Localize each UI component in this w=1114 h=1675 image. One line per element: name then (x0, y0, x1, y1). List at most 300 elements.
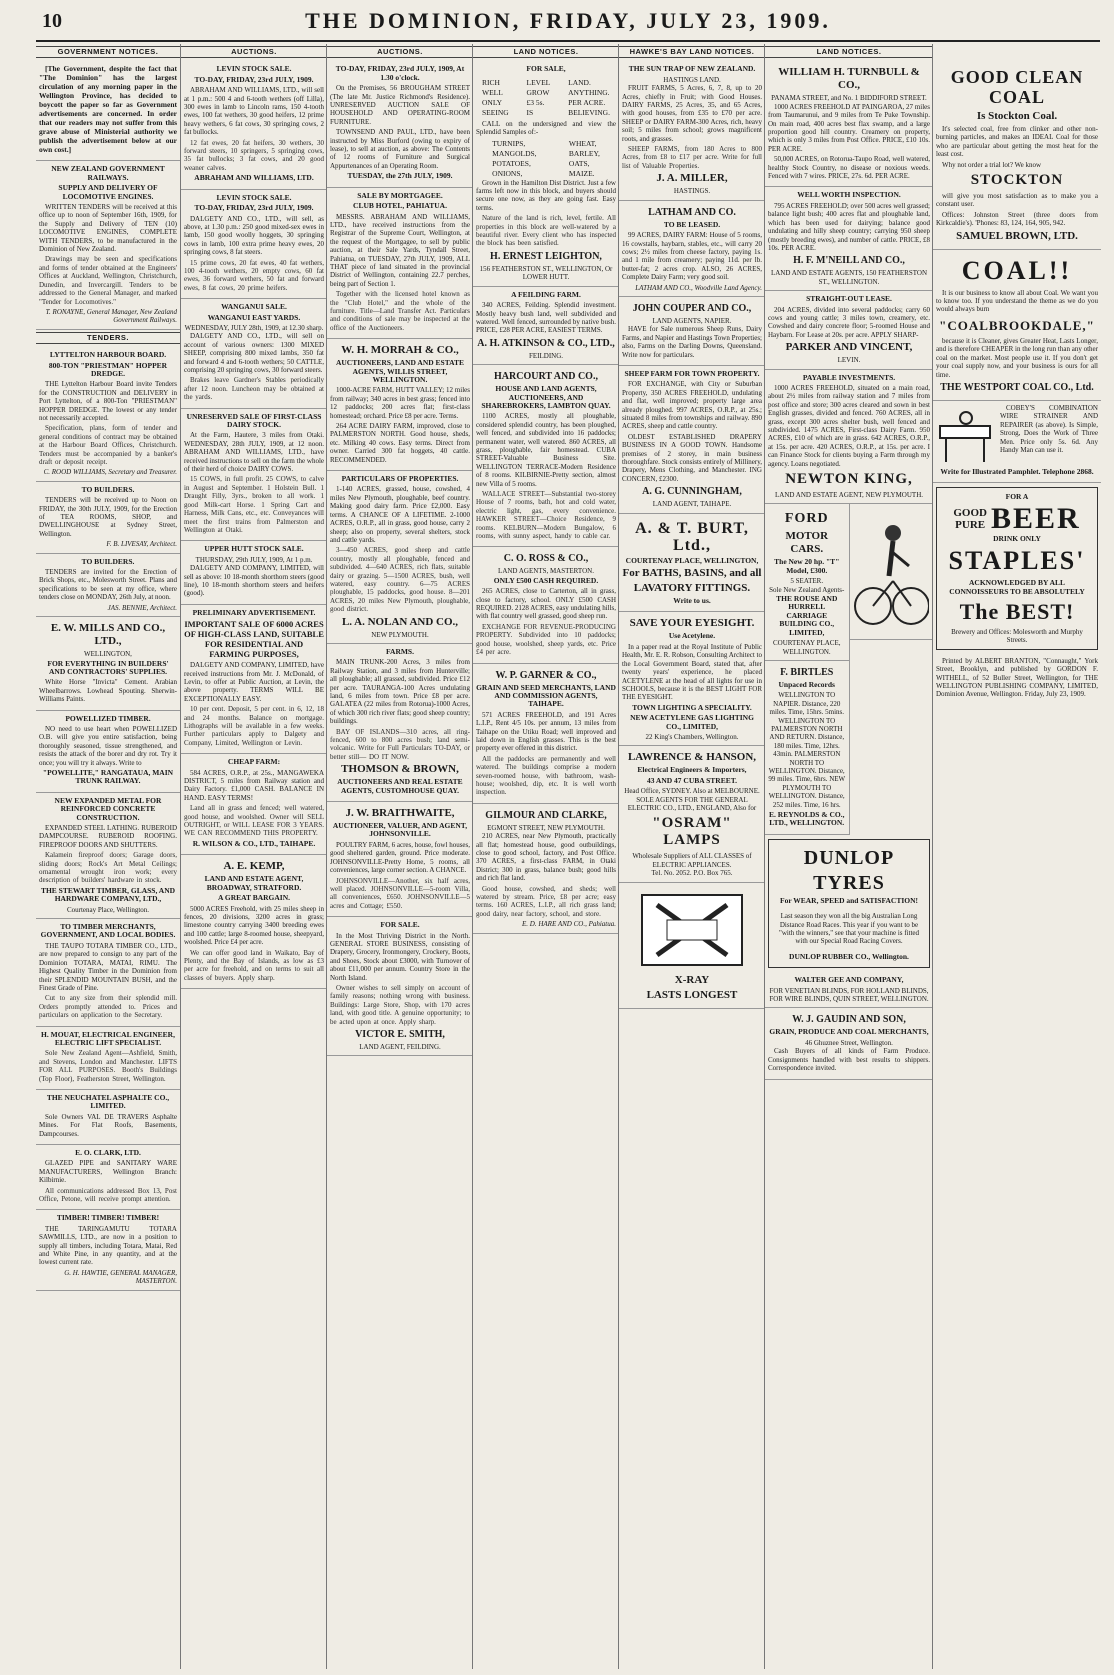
ad-company-name: A. H. ATKINSON & CO., LTD., (477, 337, 615, 349)
grid-word: BARLEY, (568, 148, 600, 158)
grid-column (492, 139, 536, 179)
coal-body: will give you most satisfaction as to make you a constant user. (936, 192, 1098, 209)
dunlop-ad (768, 839, 930, 968)
ad-subheading: WELLINGTON, (84, 650, 132, 659)
ad-body: 1000 ACRES FREEHOLD, situated on a main road, about 2½ miles from railway station and 7 miles from post office and store; 300 acres cleared and sown in best English grasses, divided and fenced. 760 ACRES, all in grass, except 300 acres shelter bush, well fenced and subdivided. 1475 ACRES, First-class Dairy Farm. 950 ACRES, £10 of which are in grass. 642 ACRES, O.R.P., at 15s. per acre. 420 ACRES, O.R.P., at 15s. per acre. I can Finance Stock for clients buying a Farm through my agency. Loans negotiated. (768, 383, 930, 468)
ad-date: TO-DAY, FRIDAY, 23rd JULY, 1909. (194, 74, 314, 84)
builders-tender-ad (36, 554, 180, 617)
ford-heading: FORD (784, 511, 829, 527)
ad-body: TENDERS will be received up to Noon on FRIDAY, the 30th JULY, 1909, for the Erection of TEA ROOMS, SHOP, and DWELLINGHOUSE at Sydney Street, Wellington. (39, 496, 177, 538)
ad-body: HAVE for Sale numerous Sheep Runs, Dairy Farms, and Napier and Hastings Town Properties; also, Farms on the Darling Downs, Queensland. Write now for particulars. (622, 325, 762, 359)
grid-word: LAND. (568, 77, 591, 87)
page-header (36, 6, 1100, 42)
ad-address: LAND AGENT, TAIHAPE. (652, 500, 732, 509)
ad-filler: Cut to any size from their splendid mill. Orders promptly attended to. Prices and particulars on application to the Secretary. (39, 994, 177, 1020)
ad-filler: 15 prime cows, 20 fat ewes, 40 fat wethers, 100 4-tooth wethers, 20 empty cows, 60 fat ewes, 36 forward wethers, 50 fat and forward ewes, 8 fat cows, 20 prime heifers. (184, 258, 324, 292)
ad-body: In the Most Thriving District in the North. GENERAL STORE BUSINESS, consisting of Drapery, Grocery, Ironmongery, Crockery, Boots, and Shoes, Stock about £3000, with Turnover of about £11,000 per annum. Country Store in the North Island. (330, 931, 470, 982)
sub-column-right (849, 504, 934, 834)
ad-address: LAND AND ESTATE AGENT, NEW PLYMOUTH. (775, 491, 923, 500)
ad-company-name: NEWTON KING, (785, 471, 913, 488)
xray-ad (619, 883, 765, 1009)
sub-column-left (765, 504, 849, 834)
ad-address: HASTINGS. (673, 187, 711, 196)
ad-subheading: Electrical Engineers & Importers, (637, 765, 747, 775)
section-header: HAWKE'S BAY LAND NOTICES. (619, 46, 765, 58)
ad-body: THE Lyttelton Harbour Board invite Tenders for the CONSTRUCTION and DELIVERY in Port Lyttelton, of a 800-Ton "PRIESTMAN" HOPPER DREDGE. The lowest or any tender not necessarily accepted. (39, 380, 177, 422)
ad-body: MESSRS. ABRAHAM AND WILLIAMS, LTD., have received instructions from the Registrar of the Supreme Court, Wellington, at the request of the Mortgagee, to sell by public auction, at their Sale Yards, Tyndall Street, Pahiatua, on TUESDAY, 27th JULY, 1909, ALL THAT piece of land situated in the provincial District of Wellington, containing 22.7 perches, being part of Section 1. (330, 212, 470, 288)
levin-stock-sale-ad (181, 190, 327, 299)
ad-heading: UNRESERVED SALE OF FIRST-CLASS DAIRY STOCK. (186, 411, 322, 430)
ad-tagline: LASTS LONGEST (646, 988, 738, 1001)
sheep-farm-ad (619, 366, 765, 514)
ad-address: LAND AGENT, FEILDING. (359, 1043, 441, 1051)
section-header: LAND NOTICES. (765, 46, 933, 58)
ad-filler: Drawings may be seen and specifications and forms of tender obtained at the Engineers' Offices at Auckland, Wellington, Christchurch, Dunedin, and Invercargill. Tenders to be addressed to the General Manager, and marked "Tender for Locomotives." (39, 255, 177, 306)
page-number: 10 (42, 10, 62, 32)
boycott-note: [The Government, despite the fact that "The Dominion" has the largest circulation of any morning paper in the Wellington Province, has decided to boycott the paper so far as Government advertisements are concerned. In order that our readers may not suffer from this grave abuse of Ministerial authority we publish the advertisement below at our own cost.] (39, 64, 177, 155)
ad-heading: THE SUN TRAP OF NEW ZEALAND. (628, 64, 756, 74)
column-auctions-2 (326, 44, 473, 1669)
staples-heading: STAPLES' (948, 546, 1086, 576)
beer-adjectives (953, 507, 987, 531)
ad-address: Courtenay Place, Wellington. (66, 905, 150, 914)
ad-subheading: AUCTIONEERS, LAND AND ESTATE AGENTS, WILLIS STREET, WELLINGTON. (335, 358, 465, 384)
ad-heading: TO BUILDERS. (81, 484, 135, 494)
lawrence-ad (619, 746, 765, 882)
ad-body: On the Premises, 56 BROUGHAM STREET (The late Mr. Justice Richmond's Residence). UNRESERVED AUCTION SALE OF HOUSEHOLD AND OPERATING-ROOM FURNITURE. (330, 84, 470, 126)
ad-heading: CHEAP FARM: (227, 757, 281, 767)
grid-word: SEEING (482, 107, 509, 117)
ad-subheading: GRAIN, PRODUCE AND COAL MERCHANTS, (769, 1027, 929, 1037)
grid-word: IS (526, 107, 534, 117)
grid-column (569, 139, 600, 179)
beer-pure-word: PURE (955, 518, 986, 531)
dunlop-tagline: For WEAR, SPEED and SATISFACTION! (779, 895, 918, 905)
ad-body: White Horse "Invicta" Cement. Arabian Wheelbarrows. Lowhead Spouting. Sherwin-Williams Paints. (39, 678, 177, 704)
ad-signature: LATHAM AND CO., Woodville Land Agency. (635, 283, 762, 292)
ad-body: 210 ACRES, near New Plymouth, practically all flat; homestead house, good outbuildings, close to good school, factory, and Post Office. 370 ACRES, a first-class FARM, in Otaki District; 300 in grass, balance bush; good hills and rich flat land. (476, 832, 616, 883)
ad-heading: LEVIN STOCK SALE. (216, 64, 292, 74)
expanded-metal-ad (36, 793, 180, 919)
ad-heading: FOR SALE. (380, 920, 420, 930)
ad-body: POULTRY FARM, 6 acres, house, fowl houses, good sheltered garden, ground. Price moderate. JOHNSONVILLE-Pretty Home, 5 rooms, all conveniences, large corner section. A CHANCE. (330, 840, 470, 875)
brewery-address: Brewery and Offices: Molesworth and Murphy Streets. (951, 627, 1083, 645)
xray-label: X-RAY (674, 973, 710, 986)
coal-big-heading: COAL!! (961, 255, 1073, 285)
ad-heading: A FEILDING FARM. (511, 289, 581, 299)
powellized-timber-ad (36, 711, 180, 793)
ford-dealer: THE ROUSE AND HURRELL CARRIAGE BUILDING CO., LIMITED, (776, 594, 838, 637)
dairy-stock-sale-ad (181, 409, 327, 542)
ad-tagline: For BATHS, BASINS, and all (622, 567, 762, 580)
ad-body: ABRAHAM AND WILLIAMS, LTD., will sell at 1 p.m.: 500 4 and 6-tooth wethers (off Lilla), 300 ewes in lamb to Lincoln rams, 150 4-tooth ewes, 100 fat wethers, 30 good heifers, 12 prime heavy wethers, 6 fat cows, 30 springing cows, 2 fat bullocks. (184, 86, 324, 137)
ad-big-heading: IMPORTANT SALE OF 6000 ACRES OF HIGH-CLASS LAND, SUITABLE FOR RESIDENTIAL AND FARMING PURPOSES, (184, 619, 324, 660)
ad-tagline: ONLY £500 CASH REQUIRED. (493, 575, 599, 585)
grid-word: TURNIPS, (492, 138, 526, 148)
morrah-ad (327, 339, 473, 471)
ad-body: TENDERS are invited for the Erection of Brick Shops, etc., Molesworth Street. Plans and specifications to be seen at my office, where tenders close on MONDAY, 26th July, at noon. (39, 568, 177, 602)
section-header: AUCTIONS. (181, 46, 327, 58)
coalbrookdale-ad (933, 250, 1101, 401)
farms-ad (327, 644, 473, 802)
ad-company-name: NEW ACETYLENE GAS LIGHTING CO., LIMITED, (630, 713, 754, 731)
ad-body: DALGETY AND CO., LTD., will sell, as above, at 1.30 p.m.: 250 good mixed-sex ewes in lamb, 150 good woolly hoggets, 30 springing cows in lamb, 100 extra prime heavy ewes, 20 springing cows, 8 fat steers. (184, 214, 324, 257)
ad-agents: SOLE AGENTS FOR THE GENERAL ELECTRIC CO., LTD., ENGLAND, Also for (627, 795, 757, 812)
wire-strainer-icon (936, 406, 996, 466)
ad-company-name: WALTER GEE AND COMPANY, (794, 975, 904, 985)
ford-subheading: MOTOR CARS. (785, 530, 829, 556)
ad-body: CALL on the undersigned and view the Splendid Samples of:- (476, 119, 616, 137)
ad-tagline: FOR EVERYTHING IN BUILDERS' AND CONTRACTORS' SUPPLIES. (47, 658, 169, 676)
column-auctions-1 (180, 44, 327, 1669)
ad-subheading: LAND AGENTS, MASTERTON. (498, 567, 594, 576)
mouat-ad (36, 1027, 180, 1090)
ad-company-name: THE STEWART TIMBER, GLASS, AND HARDWARE COMPANY, LTD., (40, 885, 176, 904)
ad-address: LEVIN. (837, 356, 861, 365)
ad-company-name: H. MOUAT, ELECTRICAL ENGINEER, ELECTRIC LIFT SPECIALIST. (41, 1029, 175, 1047)
column-land-notices-2 (764, 44, 933, 1669)
ad-heading: TO TIMBER MERCHANTS, GOVERNMENT, AND LOCAL BODIES. (40, 922, 176, 940)
wanganui-sale-ad (181, 299, 327, 408)
grid-word: RICH (482, 77, 500, 87)
ad-subheading: LAND AND ESTATE AGENT, BROADWAY, STRATFORD. (204, 874, 304, 892)
ad-company-name: W. J. GAUDIN AND SON, (792, 1014, 906, 1026)
birtles-agents: E. REYNOLDS & CO., LTD., WELLINGTON. (769, 810, 845, 828)
lyttelton-tender-ad (36, 347, 180, 482)
grid-column (482, 78, 509, 118)
ad-subheading: CLUB HOTEL, PAHIATUA. (353, 201, 447, 211)
ad-body: THE TAUPO TOTARA TIMBER CO., LTD., are now prepared to consign to any part of the Dominion TOTARA, MATAI, RIMU. The Highest Quality Timber in the Dominion from their SPLENDID MOUNTAIN BUSH, and the Finest Grade of Pine. (39, 941, 177, 992)
inspection-ad (765, 187, 933, 291)
ad-company-name: THE NEUCHATEL ASPHALTE CO., LIMITED. (46, 1092, 170, 1111)
ford-agents-label: Sole New Zealand Agents- (769, 585, 845, 594)
ad-address: FOR VENETIAN BLINDS, FOR HOLLAND BLINDS, FOR WIRE BLINDS, QUIN STREET, WELLINGTON. (769, 986, 929, 1004)
grid-word: MAIZE. (568, 168, 595, 178)
cheap-farm-ad (181, 754, 327, 855)
beer-good-word: GOOD (953, 506, 987, 519)
ad-body: Sole Owners VAL DE TRAVERS Asphalte Mines. For Flat Roofs, Basements, Dampcourses. (39, 1112, 177, 1138)
dunlop-heading: DUNLOP (803, 846, 895, 869)
ad-signature: T. RONAYNE, General Manager, New Zealand Government Railways. (45, 307, 177, 325)
printer-imprint (933, 654, 1101, 705)
ford-address: COURTENAY PLACE, WELLINGTON. (772, 639, 841, 656)
coal-subheading: Is Stockton Coal. (976, 110, 1058, 122)
ad-signature: JAS. BENNIE, Architect. (107, 603, 177, 612)
ad-company-name: J. A. MILLER, (656, 172, 728, 185)
stockton-coal-ad (933, 44, 1101, 250)
ad-heading: PARTICULARS OF PROPERTIES. (341, 474, 459, 484)
ad-heading: NEW ZEALAND GOVERNMENT RAILWAYS. (51, 164, 165, 182)
column-hawkes-bay (618, 44, 765, 1669)
ad-body: 1-140 ACRES, grassed, house, cowshed, 4 miles New Plymouth, ploughable, beef country. Making good dairy farm. Price £2,000. Easy terms. A CHANCE OF A LIFETIME. 2-1000 ACRES, O.R.P., all in grass, good house, carry 2 sheep; also on property, several shelters, stock and cattle yards. (330, 485, 470, 544)
ad-address: NEW PLYMOUTH. (371, 630, 429, 639)
ad-body: At the Farm, Hautere, 3 miles from Otaki. WEDNESDAY, 28th JULY, 1909, at 12 noon. ABRAHAM AND WILLIAMS, LTD., have received instructions to sell on the farm the whole of their herd of choice DAIRY COWS. (184, 431, 324, 474)
coal-office: Offices: Johnston Street (three doors from Kirkcaldie's). 'Phones: 83, 124, 164, 905, 942. (936, 210, 1098, 228)
ad-filler: SHEEP FARMS, from 180 Acres to 800 Acres, from £8 to £17 per acre. Write for full list of Valuable Properties. (622, 145, 762, 170)
ad-company-name: THOMSON & BROWN, (341, 763, 459, 776)
ad-filler: 3—450 ACRES, good sheep and cattle country, mostly all ploughable, fenced and subdivided. 4—640 ACRES, rich flats, suitable dairy or grazing. 5—1500 ACRES, bush, well watered, easy country. 6—75 ACRES ploughable, 15 paddocks, good house. 8—201 ACRES, 20 miles New Plymouth, ploughable, good district. (330, 546, 470, 614)
ad-company-name: W. P. GARNER & CO., (495, 669, 597, 681)
ad-signature: E. D. HARE AND CO., Pahiatua. (522, 920, 616, 929)
ad-address: FEILDING. (528, 351, 564, 360)
birtles-ad (765, 661, 849, 835)
coalbrookdale-heading: "COALBROOKDALE," (939, 317, 1095, 333)
ad-tagline: TOWN LIGHTING A SPECIALITY. (632, 702, 752, 712)
ad-body: In a paper read at the Royal Institute of Public Health, Mr. E. R. Robson, Consulting Architect to the Local Government Board, stated that, after twenty years' experience, he placed ACETYLENE at the head of all lights for use in SCHOOLS, because it is the BEST LIGHT FOR THE EYESIGHT. (622, 642, 762, 702)
gaudin-ad (765, 1008, 933, 1079)
ad-heading: TO BUILDERS. (81, 556, 135, 566)
crops-grid (476, 139, 616, 179)
for-sale-grid (476, 76, 616, 120)
ad-subheading: HASTINGS LAND. (663, 75, 721, 84)
ross-ad (473, 547, 619, 663)
burt-ad (619, 514, 765, 613)
ad-heading: FARMS. (386, 646, 414, 656)
staples-beer-ad (936, 487, 1098, 649)
ad-body: DALGETY AND COMPANY, LIMITED, will sell as above: 10 18-month shorthorn steers (good line), 10 18-month shorthorn steers and heifers (good). (184, 564, 324, 598)
railways-tender-ad (36, 161, 180, 329)
grid-word: MANGOLDS, (492, 148, 537, 158)
coal-body: It's selected coal, free from clinker and other non-burning particles, and makes an IDEAL Coal for those who are particular about getting the most heat for the least cost. (936, 125, 1098, 159)
ad-tagline: LAVATORY FITTINGS. (633, 582, 751, 595)
ad-filler: Land all in grass and fenced; well watered, good house, and woolshed. Owner will SELL OUTRIGHT, or WILL LEASE FOR 3 YEARS. WE CAN RECOMMEND THIS PROPERTY. (184, 804, 324, 838)
cyclist-illustration (850, 504, 934, 640)
ad-filler: 15 COWS, in full profit. 25 COWS, to calve in August and September. 1 Holstein Bull. 1 Draught Filly, 3yrs., broken to all work. 1 good Milk-cart Horse. 1 Spring Cart and Harness, Milk Cans, etc., etc. Conveyances will meet the first trains from Palmerston and Wellington at Otaki. (184, 475, 324, 534)
ad-heading: PAYABLE INVESTMENTS. (802, 372, 896, 382)
ad-body: 1100 ACRES, mostly all ploughable, considered splendid country, has been ploughed, well fenced, and subdivided into 16 paddocks; permanent water, well watered. 860 ACRES, all grass, ploughable, fair homestead. CUBA STREET-Valuable Business Site. WELLINGTON TERRACE-Modern Residence of 8 rooms. KILBIRNIE-Pretty section, almost new Villa of 5 rooms. (476, 412, 616, 488)
section-header: LAND NOTICES. (473, 46, 619, 58)
ad-office: Head Office, SYDNEY. Also at MELBOURNE. (624, 787, 760, 796)
ad-body: 265 ACRES, close to Carterton, all in grass, close to factory, school. ONLY £500 CASH REQUIRED. 2128 ACRES, easy undulating hills, with flat country well grassed, good sheep run. (476, 587, 616, 621)
ad-address: 22 King's Chambers, Wellington. (645, 732, 739, 741)
ad-heading: TIMBER! TIMBER! TIMBER! (56, 1213, 160, 1223)
ad-body: NO need to use heart when POWELLIZED O.B. will give you entire satisfaction, being thoroughly seasoned, tissue strengthened, and resists the attack of the borer and dry rot. Try it once; you will try it always. Write to (39, 724, 177, 767)
grid-word: BELIEVING. (568, 107, 610, 117)
ford-model: The New 20 hp. "T" Model, £300. (774, 557, 840, 575)
ad-body: FOR EXCHANGE, with City or Suburban Property, 350 ACRES FREEHOLD, undulating and flat, well improved; property large area already ploughed. 997 ACRES, O.R.P., at 25s.; situated 8 miles from townships and railway. 890 ACRES, sheep and cattle country. (622, 380, 762, 431)
ad-body: WRITTEN TENDERS will be received at this office up to noon of September 16th, 1909, for the Supply and Delivery of TEN (10) LOCOMOTIVE ENGINES, COMPLETE WITH TENDERS, to be manufactured in the Dominion of New Zealand. (39, 203, 177, 254)
ad-body: 795 ACRES FREEHOLD; over 500 acres well grassed; balance light bush; 400 acres flat and ploughable land, which has been used for dairying; balance good undulating and hilly sheep country; carrying 950 sheep (mostly breeding ewes), and number of cattle. PRICE, £8 10s. PER ACRE. (768, 201, 930, 252)
ad-address: EGMONT STREET, NEW PLYMOUTH. (487, 823, 605, 832)
ad-body: FRUIT FARMS, 5 Acres, 6, 7, 8, up to 20 Acres, chiefly in Fruit; with Good Houses. DAIRY FARMS, 25 Acres, 35, and 65 Acres, with good houses, from £35 to £70 per acre. SHEEP or DAIRY FARM-300 Acres, rich, heavy soil; 5 miles from school; grows magnificent roots, and grasses. (622, 84, 762, 143)
ad-body: MAIN TRUNK-200 Acres, 3 miles from Railway Station, and 3 miles from Hunterville; all ploughable; all grassed, subdivided. Price £12 per acre. TAURANGA-100 Acres undulating land, 6 miles from town. Price £8 per acre. GALATEA (22 miles from Rotorua)-1000 Acres, of which 300 rich river flats; good sheep country; buildings. (330, 658, 470, 726)
section-header: GOVERNMENT NOTICES. (36, 46, 180, 58)
stockton-heading: STOCKTON (970, 172, 1064, 189)
ad-filler: Specification, plans, form of tender and general conditions of contract may be obtained at the Harbour Board Offices, Christchurch. Tenders must be accompanied by a banker's draft or deposit receipt. (39, 424, 177, 466)
ad-body: 340 ACRES, Feilding. Splendid investment. Mostly heavy bush land, well subdivided and watered. Well fenced, surrounded by native bush. PRICE, £28 PER ACRE, EASIEST TERMS. (476, 301, 616, 335)
ad-heading: LYTTELTON HARBOUR BOARD. (49, 350, 167, 360)
ad-subheading: AUCTIONEERS AND REAL ESTATE AGENTS, CUSTOMHOUSE QUAY. (337, 777, 463, 795)
builders-tender-ad (36, 482, 180, 554)
harcourt-ad (473, 365, 619, 547)
timber-ad (36, 1210, 180, 1290)
ad-company-name: THE WESTPORT COAL CO., Ltd. (940, 381, 1094, 393)
ad-body: 5000 ACRES Freehold, with 25 miles sheep in fences, 20 divisions, 3200 acres in grass; limestone country carrying 3400 breeding ewes and 100 cattle; large 8-roomed house, sheepyard, woolshed. Price £4 per acre. (184, 904, 324, 947)
ad-company-name: H. F. M'NEILL AND CO., (793, 255, 905, 267)
clark-ad (36, 1145, 180, 1210)
cyclist-icon (853, 511, 929, 631)
ad-filler: WALLACE STREET—Substantial two-storey House of 7 rooms, bath, hot and cold water, electric light, gas, every convenience. HAWKER STREET—Choice Residence, 9 rooms. KELBURN—Modern Bungalow, 6 rooms, with sunny aspect, handy to cable car. (476, 490, 616, 541)
ad-body: 204 ACRES, divided into several paddocks; carry 60 cows and young cattle; 3 miles town, creamery, etc. Cowshed and dairy concrete floor; 5-roomed House and Haybarn. For Lease at 20s. per acre. APPLY SHARP- (768, 305, 930, 339)
ad-heading: STRAIGHT-OUT LEASE. (806, 294, 892, 304)
ad-heading: POWELLIZED TIMBER. (65, 713, 151, 723)
grid-word: WELL (482, 87, 503, 97)
grid-word: ANYTHING. (568, 87, 610, 97)
ad-company-name: A. E. KEMP, (223, 860, 285, 873)
grid-word: £3 5s. (526, 97, 545, 107)
ad-body: GLAZED PIPE and SANITARY WARE MANUFACTURERS, Wellington Branch: Kilbirnie. (39, 1159, 177, 1185)
ad-company-name: A. G. CUNNINGHAM, (642, 486, 742, 498)
ad-subheading: WANGANUI EAST YARDS. (207, 312, 301, 322)
levin-stock-sale-ad (181, 61, 327, 189)
ad-body: DALGETY AND COMPANY, LIMITED, have received instructions from Mr. J. McDonald, of Levin, to offer at Public Auction, at Levin, the above property. TERMS WILL BE EXCEPTIONALLY EASY. (184, 661, 324, 703)
ad-date: THURSDAY, 29th JULY, 1909, At 1 p.m. (195, 555, 313, 564)
ad-heading: LEVIN STOCK SALE. (216, 192, 292, 202)
ad-date: TO-DAY, FRIDAY, 23rd JULY, 1909. (194, 203, 314, 213)
ad-company-name: A. & T. BURT, Ltd., (635, 519, 749, 554)
ad-heading: SAVE YOUR EYESIGHT. (629, 617, 755, 630)
ad-body: DALGETY AND CO., LTD., will sell on account of various owners: 1300 MIXED SHEEP, comprising 800 mixed lambs, 350 fat and forward 4 and 6-tooth wethers; 50 CATTLE, comprising 20 springing cows, 30 forward steers. (184, 332, 324, 374)
turnbull-ad (765, 61, 933, 187)
ad-body: 571 ACRES FREEHOLD, and 191 Acres L.I.P., Rent 4/5 10s. per annum, 13 miles from Taihape on the Utiku Road; well improved and laid down in English grasses. This is the best property ever offered in this district. (476, 710, 616, 753)
ad-company-name: JOHN COUPER AND CO., (632, 302, 752, 314)
ad-company-name: HARCOURT AND CO., (494, 371, 598, 383)
beer-word: BEER (990, 501, 1081, 535)
coal-heading: GOOD CLEAN COAL (950, 67, 1084, 107)
ad-company-name: WILLIAM H. TURNBULL & CO., (778, 66, 920, 92)
ad-call-to-action: Write for Illustrated Pamphlet. Telephone 2868. (940, 466, 1094, 476)
ad-heading: UPPER HUTT STOCK SALE. (204, 544, 304, 554)
ad-company-name: C. O. ROSS & CO., (503, 553, 589, 565)
ad-heading: FOR SALE, (526, 64, 566, 74)
xray-product-icon (637, 890, 747, 970)
mills-ad (36, 617, 180, 710)
grid-column (568, 78, 610, 118)
grid-word: OATS, (568, 158, 590, 168)
ad-subheading: SUPPLY AND DELIVERY OF LOCOMOTIVE ENGINES. (58, 183, 158, 201)
hastings-land-ad (619, 61, 765, 200)
ad-filler: 10 per cent. Deposit, 5 per cent. in 6, 12, 18 and 24 months. Balance on mortgage. Lithographs will be available in a few weeks. Further particulars apply to Dalgety and Company, Limited, Wellington or Levin. (184, 705, 324, 747)
ad-filler: JOHNSONVILLE—Another, six half acres, well placed. JOHNSONVILLE—5-room Villa, all conveniences, £650. JOHNSONVILLE—5 acres and Cottage; £550. (330, 876, 470, 910)
staples-acknowledged: ACKNOWLEDGED BY ALL CONNOISSEURS TO BE ABSOLUTELY (949, 578, 1085, 596)
ad-body: OLDEST ESTABLISHED DRAPERY BUSINESS IN A GOOD TOWN. Handsome premises of 2 storey, in main business thoroughfare. Stock consists entirely of Millinery, Drapery, Mens Clothing, and Manchester. ING CONCERN, £2300. (622, 432, 762, 483)
dunlop-body: Last season they won all the big Australian Long Distance Road Races. This year if you want to be "with the winners," see that your machine is fitted with our Special Road Racing Covers. (778, 912, 920, 946)
osram-lamps-heading: "OSRAM" LAMPS (652, 815, 732, 849)
ad-date: TUESDAY, the 27th JULY, 1909. (347, 171, 453, 181)
ad-signature: "POWELLITE," RANGATAUA, MAIN TRUNK RAILWAY. (42, 767, 174, 786)
ad-company-name: SAMUEL BROWN, LTD. (956, 229, 1078, 242)
ad-company-name: E. O. CLARK, LTD. (75, 1148, 141, 1157)
latham-ad (619, 201, 765, 297)
acetylene-ad (619, 612, 765, 746)
mortgagee-sale-ad (327, 188, 473, 340)
ad-company-name: H. ERNEST LEIGHTON, (490, 250, 602, 262)
land-sale-ad (181, 605, 327, 754)
ad-company-name: VICTOR E. SMITH, (355, 1029, 445, 1040)
ad-body: 264 ACRE DAIRY FARM, improved, close to PALMERSTON NORTH. Good house, sheds, etc. Milking 40 cows. Easy terms. Direct from owner. Carried 300 fat hoggets, 40 cattle. RECOMMENDED. (330, 422, 470, 464)
ad-signature: G. H. HAWTIE, GENERAL MANAGER, MASTERTON. (64, 1268, 177, 1286)
ad-filler: We can offer good land in Waikato, Bay of Plenty, and the Bay of Islands, as low as £3 per acre for freehold, and on terms to suit all classes of buyers. Apply sharp. (184, 948, 324, 982)
ad-heading: PRELIMINARY ADVERTISEMENT. (192, 607, 316, 617)
masthead: THE DOMINION, FRIDAY, JULY 23, 1909. (305, 8, 831, 33)
ad-body: EXPANDED STEEL LATHING. RUBEROID DAMPCOURSE. RUBEROID ROOFING. FIREPROOF DOORS AND SHUTTERS. (39, 824, 177, 849)
ad-tagline: Wholesale Suppliers of ALL CLASSES of ELECTRIC APPLIANCES. (632, 852, 752, 869)
braithwaite-ad (327, 802, 473, 917)
grid-word: GROW (526, 87, 550, 97)
ad-body: 584 ACRES, O.R.P., at 25s., MANGAWEKA DISTRICT, 5 miles from Railway station and Dairy Factory. £1,000 CASH. BALANCE IN HAND. EASY TERMS! (184, 768, 324, 802)
birtles-records: WELLINGTON TO NAPIER. Distance, 220 miles. Time, 15hrs. 5mins. WELLINGTON TO PALMERSTON NORTH AND RETURN. Distance, 180 miles. Time, 12hrs. 43min. PALMERSTON NORTH TO WELLINGTON. Distance, 99 miles. Time, 6hrs. NEW PLYMOUTH TO WELLINGTON. Distance, 252 miles. Time, 16 hrs. (768, 691, 846, 809)
ad-heading: A GREAT BARGAIN. (217, 893, 291, 903)
ad-subheading: AUCTIONEER, VALUER, AND AGENT, JOHNSONVILLE. (332, 821, 468, 839)
dunlop-subheading: TYRES (813, 871, 885, 894)
printer-text: Printed by ALBERT BRANTON, "Connaught," York Street, Brooklyn, and published by GORDON F. WITHELL, of 52 Buller Street, Wellington, for THE WELLINGTON PUBLISHING COMPANY, LIMITED, Dominion Avenue, Wellington. Friday, July 23, 1909. (936, 656, 1098, 699)
feilding-farm-ad (473, 287, 619, 365)
grid-word: POTATOES, (492, 158, 531, 168)
ad-body: Cash Buyers of all kinds of Farm Produce. Consignments handled with best results to shippers. Correspondence invited. (768, 1047, 930, 1073)
ad-filler: Good house, cowshed, and sheds; well watered by stream. Price, £8 per acre; easy terms. 160 ACRES, L.I.P., all rich grass land; good dairy, near factory, school, and store. (476, 884, 616, 918)
government-notice (36, 61, 180, 161)
ad-filler: All communications addressed Box 13, Post Office, Petone, will receive prompt attention. (39, 1186, 177, 1204)
ad-filler: Sole New Zealand Agent—Ashfield, Smith, and Stevens, London and Manchester. LIFTS FOR ALL PURPOSES. Booth's Buildings (Top Floor), Featherston Street, Wellington. (39, 1049, 177, 1083)
ad-address: 156 FEATHERSTON ST., WELLINGTON, Or LOWER HUTT. (479, 264, 613, 282)
ad-heading: WANGANUI SALE. (221, 302, 287, 312)
investments-ad (765, 370, 933, 505)
couper-ad (619, 297, 765, 366)
ad-heading: SALE BY MORTGAGEE. (357, 190, 443, 200)
ad-body: TOWNSEND AND PAUL, LTD., have been instructed by Miss Burford (owing to expiry of lease), to sell at auction, as above: The Contents of 12 rooms of Furniture and Surgical Appurtenances of an Operating Room. (330, 128, 470, 170)
lease-ad (765, 291, 933, 369)
ad-date: WEDNESDAY, JULY 28th, 1909, at 12.30 sharp. (184, 323, 324, 332)
ad-signature: C. ROOD WILLIAMS, Secretary and Treasurer. (43, 468, 177, 477)
column-land-notices-1 (472, 44, 619, 1669)
coal-try: Why not order a trial lot? We know (942, 160, 1042, 169)
ad-company-name: J. W. BRAITHWAITE, (345, 807, 455, 820)
ad-heading: SHEEP FARM FOR TOWN PROPERTY. (624, 368, 760, 378)
grid-word: ONIONS, (492, 168, 523, 178)
ad-company-name: PARKER AND VINCENT, (785, 341, 913, 354)
ad-subheading: 800-TON "PRIESTMAN" HOPPER DREDGE. (48, 360, 168, 378)
ad-signature: F. B. LIVESAY, Architect. (106, 540, 177, 549)
kemp-ad (181, 855, 327, 989)
section-header: AUCTIONS. (327, 46, 473, 58)
ad-filler: Brakes leave Gardner's Stables periodically after 12 noon. Luncheon may be obtained at the yards. (184, 376, 324, 402)
ad-body: 99 ACRES, DAIRY FARM: House of 5 rooms, 16 cowstalls, haybarn, stables, etc., will carry 20 cows; 2½ miles from cheese factory, paying 1s. and 1 mile from creamery; paying 11d. per lb. butter-fat; 2 acres crop. ALSO, 26 ACRES, Complete Dairy Farm; very good soil. (622, 231, 762, 282)
ad-company-name: LATHAM AND CO. (648, 206, 736, 218)
column-coal-beer (932, 44, 1101, 1669)
wire-strainer-ad (933, 401, 1101, 483)
totara-timber-ad (36, 919, 180, 1026)
particulars-ad (327, 471, 473, 644)
ad-company-name: GILMOUR AND CLARKE, (485, 809, 607, 821)
ad-filler: Together with the licensed hotel known as the "Club Hotel," and the whole of the furniture. Title—Land Transfer Act. Particulars and conditions of sale may be inspected at the office of the Auctioneers. (330, 290, 470, 332)
ad-subheading: GRAIN AND SEED MERCHANTS, LAND AND COMMISSION AGENTS, TAIHAPE. (476, 682, 616, 709)
ad-heading: NEW EXPANDED METAL FOR REINFORCED CONCRETE CONSTRUCTION. (54, 795, 162, 822)
ad-address: 46 Ghuznee Street, Wellington. (805, 1038, 893, 1047)
ford-seater: 5 SEATER. (790, 577, 824, 586)
ad-subheading: LAND AGENTS, NAPIER. (652, 316, 732, 325)
beer-heading-row (941, 501, 1093, 535)
ad-body: 50,000 ACRES, on Rotorua-Taupo Road, well watered, healthy Stock Country, no disease or noxious weeds. Fenced with 7 wires. PRICE, 27s. 6d. PER ACRE. (768, 155, 930, 181)
beer-drink-only: DRINK ONLY (993, 533, 1041, 543)
birtles-heading: F. BIRTLES (780, 666, 834, 678)
staples-best: The BEST! (959, 598, 1075, 624)
ad-filler: Nature of the land is rich, level, fertile. All properties in this block are well-watered by a beautiful river. Every client who has inspected the block has been satisfied. (476, 214, 616, 248)
grid-word: ONLY (482, 97, 503, 107)
grid-word: WHEAT, (568, 138, 597, 148)
ad-subheading: HOUSE AND LAND AGENTS, AUCTIONEERS, AND SHAREBROKERS, LAMBTON QUAY. (481, 384, 611, 410)
ad-filler: All the paddocks are permanently and well watered. The buildings comprise a modern seven-roomed house, with bathroom, wash-house; woolshed, dip, etc. It is well worth inspection. (476, 754, 616, 797)
ad-subheading: Use Acetylene. (668, 631, 716, 641)
